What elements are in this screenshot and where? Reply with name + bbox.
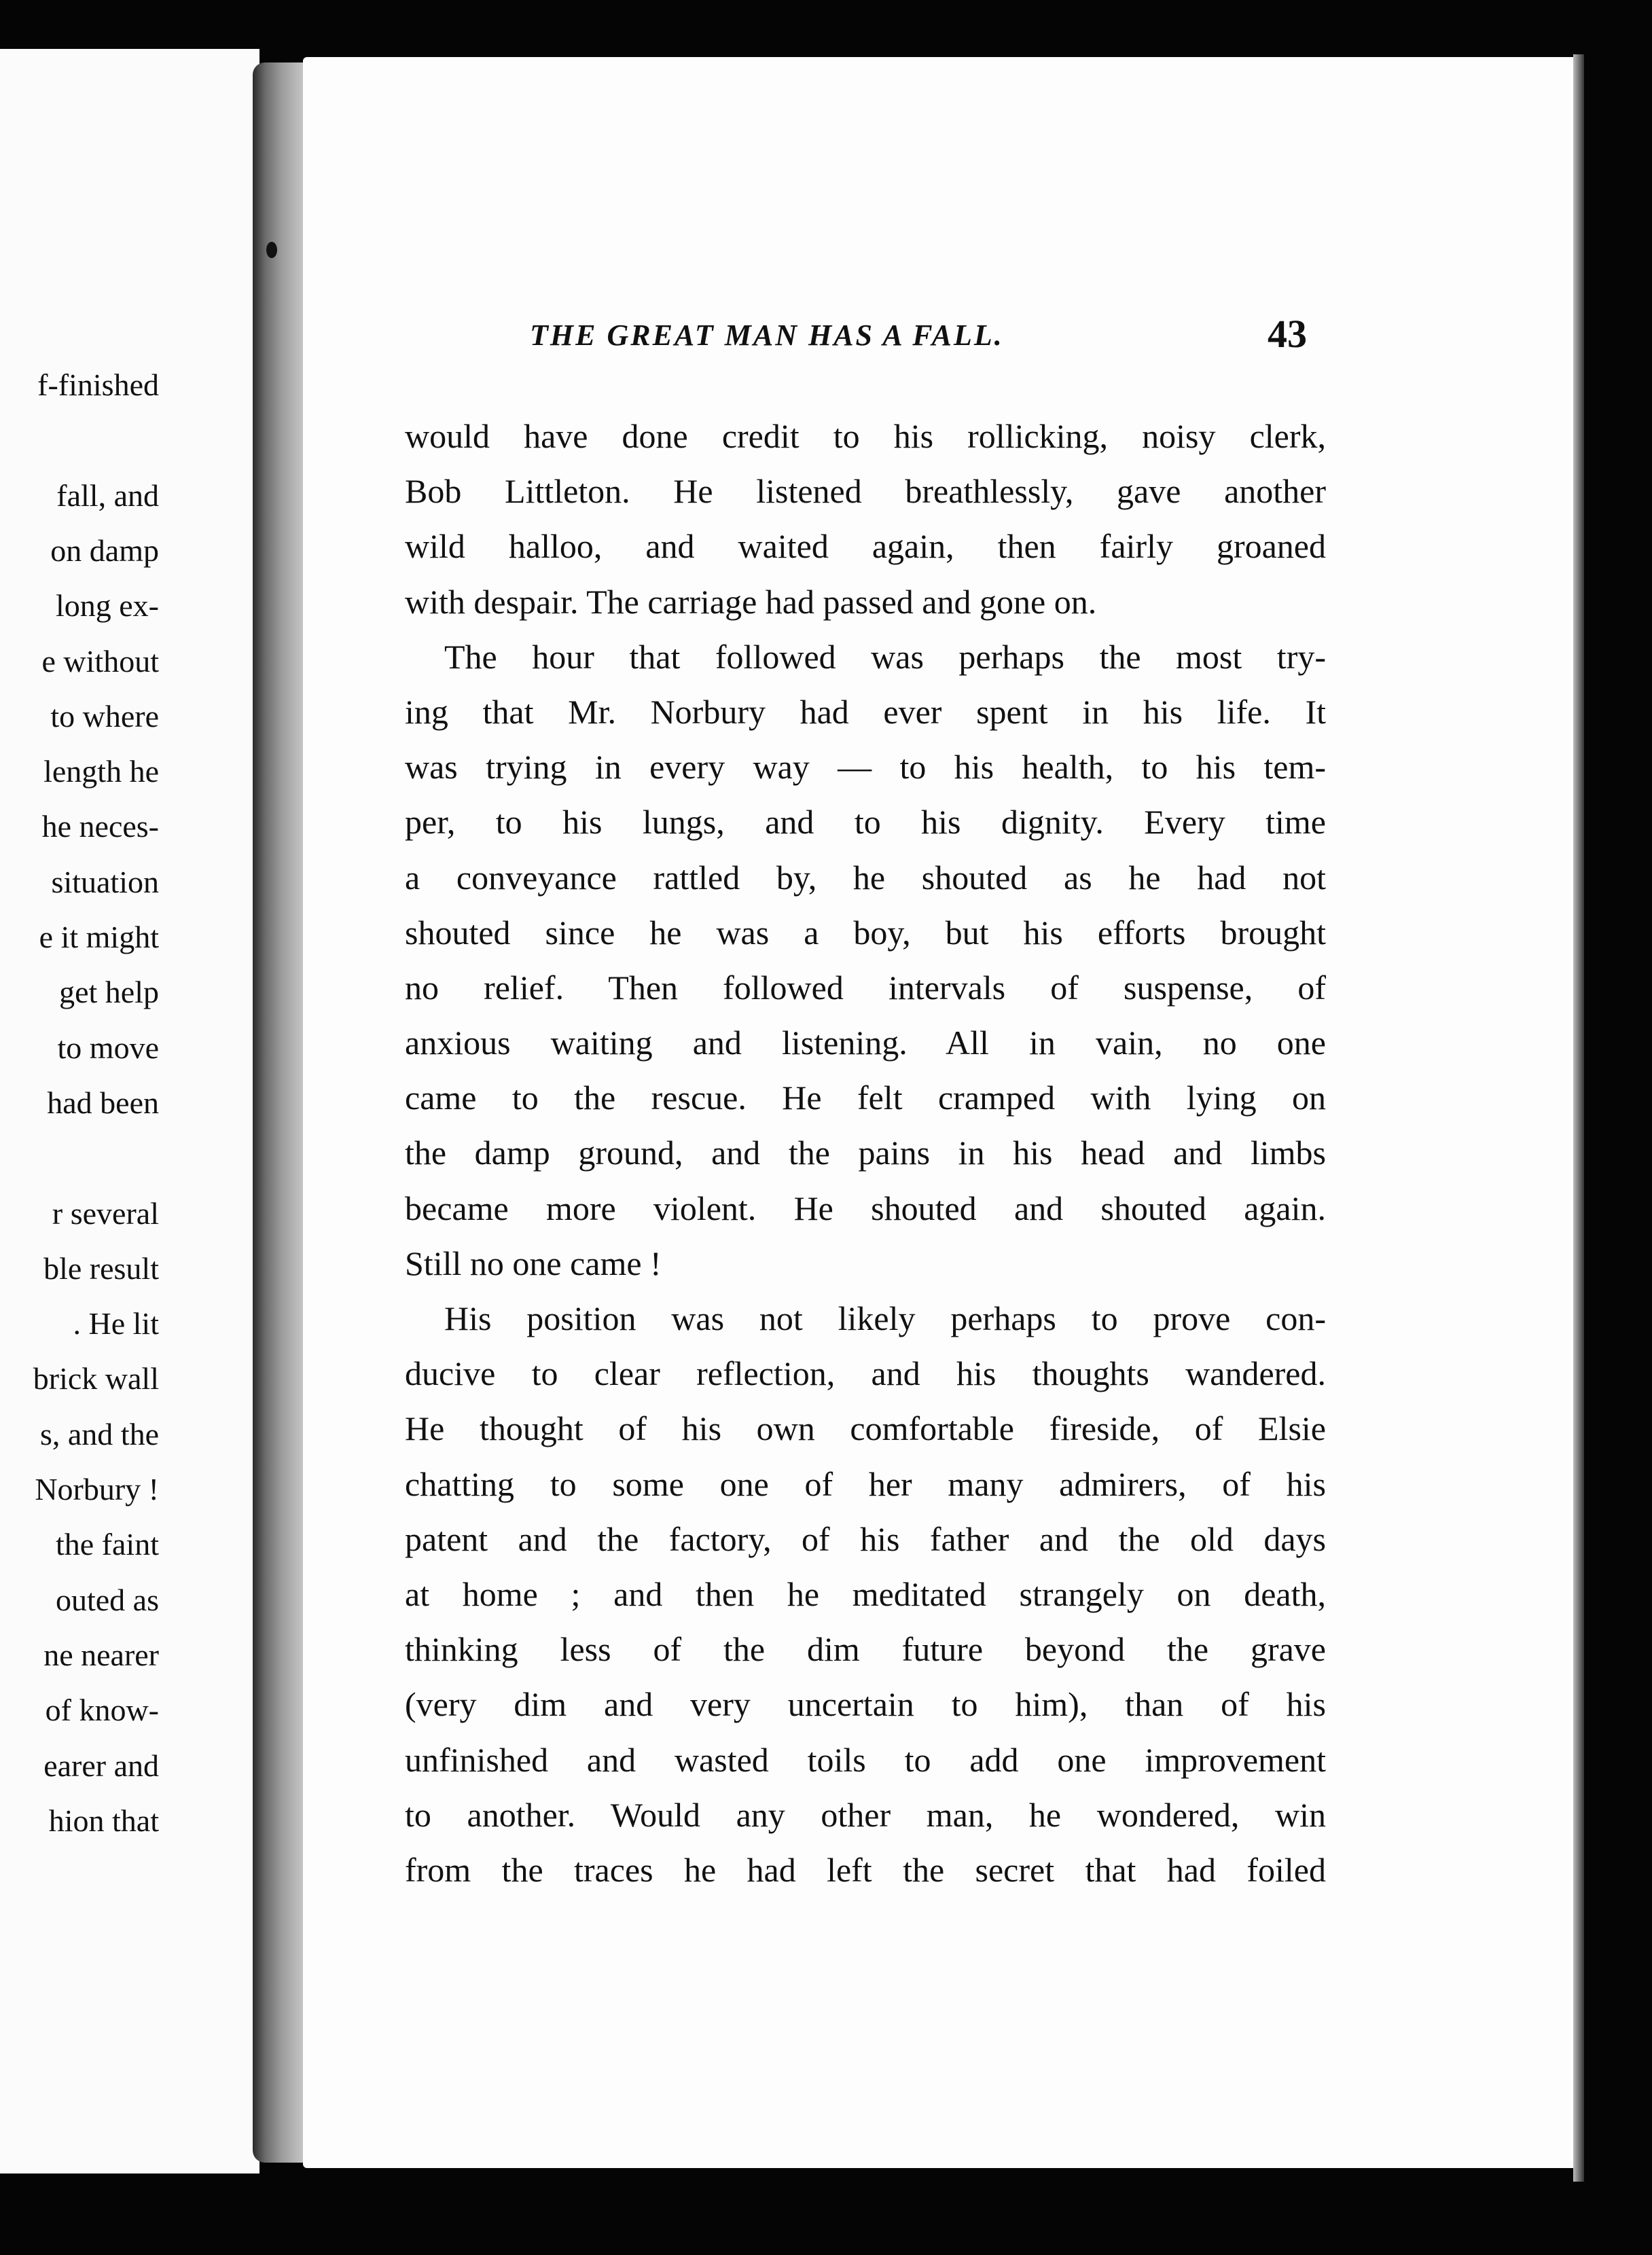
text-line: became more violent. He shouted and shouted again.: [405, 1189, 1326, 1227]
previous-page-line: on damp: [50, 533, 159, 568]
binding-mark: [266, 242, 277, 258]
previous-page-fragment: [0, 49, 259, 2173]
text-line: His position was not likely perhaps to prove con-: [444, 1299, 1326, 1337]
previous-page-line: hion that: [48, 1803, 159, 1838]
text-line: anxious waiting and listening. All in vain, no one: [405, 1024, 1326, 1062]
previous-page-line: brick wall: [33, 1361, 159, 1396]
text-line: chatting to some one of her many admirers, of his: [405, 1464, 1326, 1503]
previous-page-line: had been: [47, 1085, 159, 1120]
text-line: was trying in every way — to his health, to his tem-: [405, 748, 1326, 787]
text-line: The hour that followed was perhaps the most try-: [444, 637, 1326, 676]
text-line: would have done credit to his rollicking, noisy clerk,: [405, 417, 1326, 455]
text-line: wild halloo, and waited again, then fairly groaned: [405, 527, 1326, 566]
text-line: with despair. The carriage had passed and gone on.: [405, 582, 1097, 621]
previous-page-line: long ex-: [55, 588, 159, 624]
body-text: [405, 409, 1326, 1898]
text-line: at home ; and then he meditated strangely on death,: [405, 1574, 1326, 1613]
previous-page-line: fall, and: [56, 477, 159, 513]
previous-page-line: f-finished: [37, 367, 159, 402]
previous-page-line: get help: [59, 975, 159, 1010]
previous-page-line: to move: [57, 1030, 159, 1065]
previous-page-line: ne nearer: [43, 1637, 159, 1672]
text-line: Still no one came !: [405, 1244, 662, 1282]
previous-page-line: to where: [50, 698, 159, 734]
previous-page-line: situation: [51, 864, 159, 899]
text-line: thinking less of the dim future beyond the grave: [405, 1630, 1326, 1669]
text-line: ing that Mr. Norbury had ever spent in his life. It: [405, 692, 1326, 731]
text-line: to another. Would any other man, he wondered, win: [405, 1795, 1326, 1834]
previous-page-line: s, and the: [39, 1416, 159, 1451]
previous-page-line: . He lit: [73, 1306, 159, 1341]
previous-page-line: e without: [41, 643, 159, 679]
previous-page-line: ble result: [43, 1250, 159, 1286]
previous-page-line: outed as: [55, 1582, 159, 1617]
text-line: He thought of his own comfortable fireside, of Elsie: [405, 1409, 1326, 1448]
previous-page-line: he neces-: [41, 809, 159, 844]
page-edge-shadow: [1573, 54, 1584, 2182]
text-line: Bob Littleton. He listened breathlessly, gave another: [405, 472, 1326, 511]
text-line: ducive to clear reflection, and his thoughts wandered.: [405, 1354, 1326, 1393]
previous-page-line: the faint: [56, 1527, 159, 1562]
previous-page-line: of know-: [45, 1693, 159, 1728]
previous-page-line: earer and: [43, 1748, 159, 1783]
previous-page-line: e it might: [39, 920, 159, 954]
previous-page-line: r several: [52, 1195, 159, 1231]
running-head: THE GREAT MAN HAS A FALL.: [530, 319, 1004, 352]
text-line: came to the rescue. He felt cramped with lying on: [405, 1079, 1326, 1117]
text-line: no relief. Then followed intervals of suspense, of: [405, 968, 1326, 1007]
text-line: shouted since he was a boy, but his efforts brought: [405, 913, 1326, 952]
text-line: per, to his lungs, and to his dignity. Every time: [405, 803, 1326, 842]
text-line: the damp ground, and the pains in his head and limbs: [405, 1134, 1326, 1172]
text-line: unfinished and wasted toils to add one improvement: [405, 1740, 1326, 1779]
page-number: 43: [1268, 312, 1307, 356]
text-line: a conveyance rattled by, he shouted as he had not: [405, 858, 1326, 897]
previous-page-line: Norbury !: [35, 1472, 159, 1507]
previous-page-line: length he: [43, 754, 159, 789]
text-line: patent and the factory, of his father and the old days: [405, 1519, 1326, 1558]
text-line: from the traces he had left the secret that had foiled: [405, 1850, 1326, 1889]
text-line: (very dim and very uncertain to him), than of his: [405, 1685, 1326, 1724]
